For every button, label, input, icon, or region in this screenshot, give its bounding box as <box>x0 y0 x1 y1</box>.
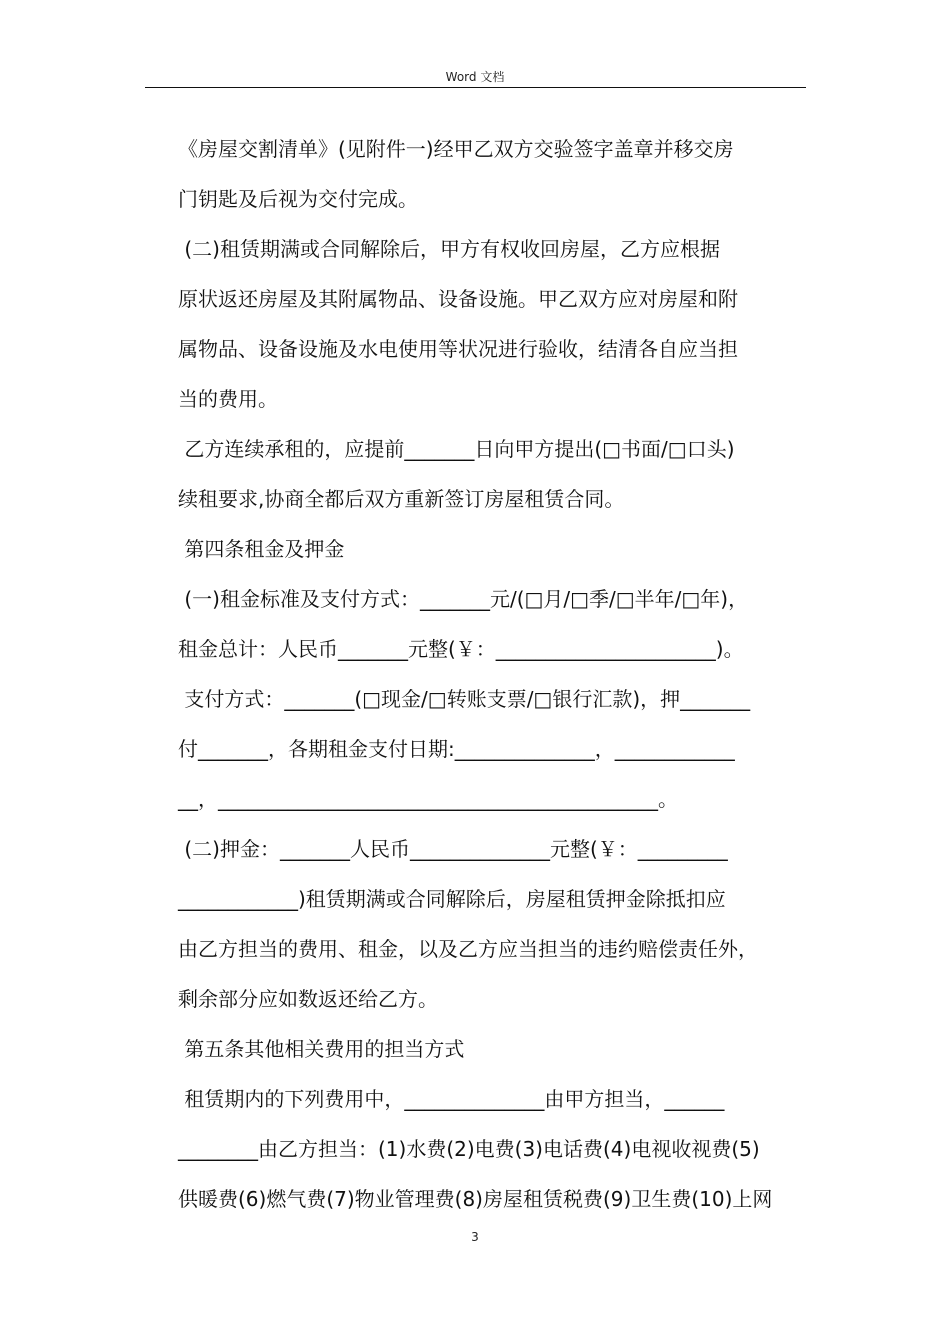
section-heading-article-5: 第五条其他相关费用的担当方式 <box>178 1037 465 1061</box>
page-number: 3 <box>471 1230 479 1244</box>
text-line-4: 原状返还房屋及其附属物品、设备设施。甲乙双方应对房屋和附 <box>178 287 738 311</box>
page-header: Word 文档 <box>445 70 505 84</box>
text-line-6: 当的费用。 <box>178 387 278 411</box>
text-line-2: 门钥匙及后视为交付完成。 <box>178 187 418 211</box>
header-rule <box>145 87 806 88</box>
text-line-5: 属物品、设备设施及水电使用等状况进行验收，结清各自应当担 <box>178 337 738 361</box>
text-line-16: ____________)租赁期满或合同解除后，房屋租赁押金除抵扣应 <box>178 887 726 911</box>
section-heading-article-4: 第四条租金及押金 <box>178 537 345 561</box>
body-text <box>178 124 818 1224</box>
text-line-8: 续租要求,协商全都后双方重新签订房屋租赁合同。 <box>178 487 625 511</box>
text-line-11: 租金总计：人民币_______元整(￥：______________________)。 <box>178 637 744 661</box>
text-line-18: 剩余部分应如数返还给乙方。 <box>178 987 438 1011</box>
text-line-20: 租赁期内的下列费用中，______________由甲方担当，______ <box>178 1087 725 1111</box>
text-line-3: (二)租赁期满或合同解除后，甲方有权收回房屋，乙方应根据 <box>178 237 720 261</box>
text-line-22: 供暖费(6)燃气费(7)物业管理费(8)房屋租赁税费(9)卫生费(10)上网 <box>178 1187 773 1211</box>
text-line-12: 支付方式：_______(□现金/□转账支票/□银行汇款)，押_______ <box>178 687 751 711</box>
text-line-1: 《房屋交割清单》(见附件一)经甲乙双方交验签字盖章并移交房 <box>178 137 734 161</box>
text-line-15: (二)押金：_______人民币______________元整(￥：_________ <box>178 837 728 861</box>
text-line-13: 付_______，各期租金支付日期:______________，____________ <box>178 737 735 761</box>
text-line-17: 由乙方担当的费用、租金，以及乙方应当担当的违约赔偿责任外， <box>178 937 758 961</box>
text-line-7: 乙方连续承租的，应提前_______日向甲方提出(□书面/□口头) <box>178 437 735 461</box>
text-line-14: __，____________________________________________。 <box>178 787 678 811</box>
text-line-10: (一)租金标准及支付方式：_______元/(□月/□季/□半年/□年)， <box>178 587 749 611</box>
text-line-21: ________由乙方担当：(1)水费(2)电费(3)电话费(4)电视收视费(5) <box>178 1137 760 1161</box>
